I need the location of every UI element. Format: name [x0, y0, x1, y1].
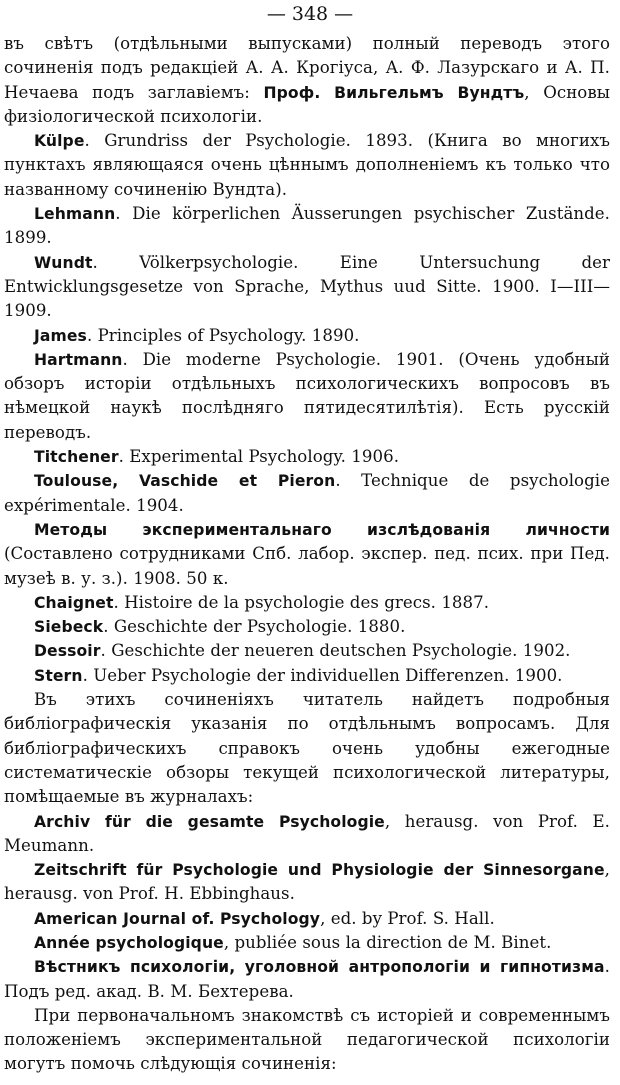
journal-title: Archiv für die gesamte Psychologie [34, 812, 385, 831]
journal-title: Zeitschrift für Psychologie und Physiologie der Sinnesorgane [34, 861, 605, 880]
bibliography-entry-siebeck [4, 615, 610, 639]
entry-author: Dessoir [34, 642, 101, 661]
bibliography-entry-kulpe [4, 129, 610, 202]
entry-text: . Experimental Psychology. 1906. [118, 447, 400, 467]
paragraph-journals-intro [4, 688, 610, 809]
paragraph-text: въ свѣтъ (отдѣльными выпусками) полный переводъ этого сочиненія подъ редакціей А. А. Крогіуса, А. Ф. Лазурскаго и А. П. Нечаева подъ заглавіемъ: [4, 34, 610, 102]
entry-author: Hartmann [34, 350, 123, 369]
bibliography-entry-stern [4, 664, 610, 688]
entry-text: . Подъ ред. акад. В. М. Бехтерева. [4, 957, 610, 1001]
journal-entry-zeitschrift [4, 858, 610, 907]
entry-author: Wundt [34, 253, 93, 272]
bibliography-entry-titchener [4, 445, 610, 469]
entry-text: , ed. by Prof. S. Hall. [320, 908, 495, 928]
journal-entry-annee [4, 931, 610, 955]
bibliography-entry-methods [4, 518, 610, 591]
entry-author: Stern [34, 666, 83, 685]
entry-text: . Völkerpsychologie. Eine Untersuchung der Entwicklungsgesetze von Sprache, Mythus uud Sitte. 1900. I—III—1909. [4, 252, 610, 321]
journal-entry-american [4, 907, 610, 931]
entry-author: Külpe [34, 132, 85, 151]
entry-author: Toulouse, Vaschide et Pieron [34, 472, 336, 491]
entry-text: . Grundriss der Psychologie. 1893. (Книга во многихъ пунктахъ являющаяся очень цѣннымъ дополненіемъ къ только что названному сочиненію Вундта). [4, 131, 610, 199]
entry-text: . Die körperlichen Äusserungen psychischer Zustände. 1899. [4, 204, 610, 248]
entry-title: Методы экспериментальнаго изслѣдованія личности [34, 520, 610, 539]
journal-title: Année psychologique [34, 933, 224, 952]
paragraph-closing [4, 1004, 610, 1077]
entry-text: . Die moderne Psychologie. 1901. (Очень удобный обзоръ исторіи отдѣльныхъ психологическихъ вопросовъ въ нѣмецкой наукѣ послѣдняго пятидесятилѣтія). Есть русскій переводъ. [4, 349, 610, 442]
page-body [4, 32, 610, 1077]
journal-title: American Journal of. Psychology [34, 909, 321, 928]
entry-text: . Technique de psychologie expérimentale. 1904. [4, 471, 610, 515]
entry-text: . Geschichte der Psychologie. 1880. [103, 617, 406, 637]
entry-author: Lehmann [34, 205, 116, 224]
bibliography-entry-chaignet [4, 591, 610, 615]
entry-text: , herausg. von Prof. E. Meumann. [4, 811, 611, 855]
bibliography-entry-toulouse [4, 469, 610, 518]
entry-text: (Составлено сотрудниками Спб. лабор. экспер. пед. псих. при Пед. музеѣ в. у. з.). 1908. 50 к. [4, 544, 610, 588]
entry-author: Chaignet [34, 593, 114, 612]
entry-text: . Histoire de la psychologie des grecs. 1887. [113, 592, 490, 612]
entry-author: Siebeck [34, 618, 104, 637]
paragraph-text: Въ этихъ сочиненіяхъ читатель найдетъ подробныя библіографическія указанія по отдѣльнымъ вопросамъ. Для библіографическихъ справокъ очень удобны ежегодные систематическіе обзоры текущей психологической литературы, помѣщаемые въ журналахъ: [4, 690, 610, 807]
entry-text: . Geschichte der neueren deutschen Psychologie. 1902. [100, 641, 571, 661]
entry-text: . Principles of Psychology. 1890. [86, 325, 360, 345]
bibliography-entry-lehmann [4, 202, 610, 251]
entry-author: James [34, 326, 87, 345]
page-number: — 348 — [266, 3, 354, 25]
bibliography-entry-hartmann [4, 348, 610, 445]
entry-text: , publiée sous la direction de M. Binet. [223, 932, 552, 952]
bibliography-entry-james [4, 324, 610, 348]
bold-citation: Проф. Вильгельмъ Вундтъ [263, 83, 525, 102]
paragraph-text: , Основы физіологической психологіи. [4, 82, 610, 126]
journal-title: Вѣстникъ психологіи, уголовной антропологіи и гипнотизма [34, 958, 605, 977]
journal-entry-vestnik [4, 955, 610, 1004]
bibliography-entry-wundt [4, 251, 610, 324]
entry-text: . Ueber Psychologie der individuellen Differenzen. 1900. [82, 665, 563, 685]
bibliography-entry-dessoir [4, 639, 610, 663]
paragraph-text: При первоначальномъ знакомствѣ съ исторіей и современнымъ положеніемъ экспериментальной педагогической психологіи могутъ помочь слѣдующія сочиненія: [4, 1005, 610, 1074]
journal-entry-archiv [4, 810, 610, 859]
entry-author: Titchener [34, 448, 119, 467]
paragraph-continued [4, 32, 610, 129]
entry-text: , herausg. von Prof. H. Ebbinghaus. [4, 860, 610, 904]
